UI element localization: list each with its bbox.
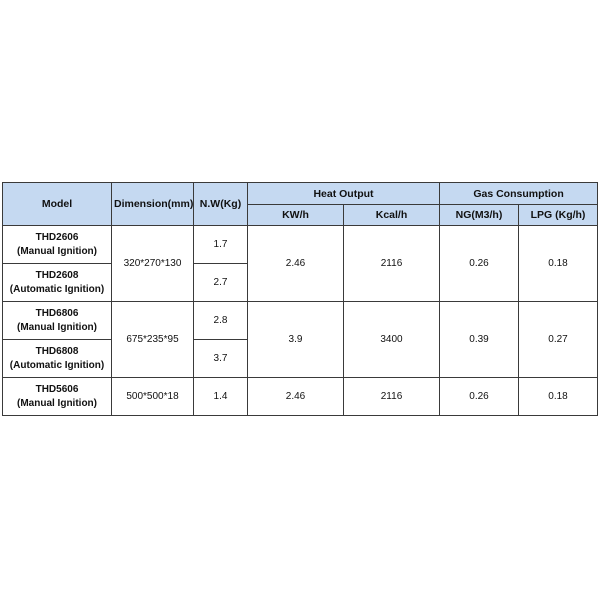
model-code: THD2606 — [35, 231, 79, 243]
header-model: Model — [3, 183, 112, 226]
header-ng: NG(M3/h) — [440, 205, 519, 226]
header-kw: KW/h — [248, 205, 344, 226]
nw-cell: 2.7 — [194, 264, 248, 302]
dimension-cell: 320*270*130 — [112, 226, 194, 302]
model-ignition: (Manual Ignition) — [17, 397, 97, 409]
lpg-cell: 0.18 — [519, 226, 598, 302]
table-row — [3, 302, 598, 340]
ng-cell: 0.26 — [440, 378, 519, 416]
model-code: THD6808 — [35, 345, 79, 357]
model-code: THD5606 — [35, 383, 79, 395]
spec-table — [2, 182, 598, 416]
header-heat-output: Heat Output — [248, 183, 440, 205]
lpg-cell: 0.18 — [519, 378, 598, 416]
ng-cell: 0.39 — [440, 302, 519, 378]
nw-cell: 2.8 — [194, 302, 248, 340]
model-cell — [3, 264, 112, 302]
header-nw: N.W(Kg) — [194, 183, 248, 226]
model-cell — [3, 378, 112, 416]
header-lpg: LPG (Kg/h) — [519, 205, 598, 226]
nw-cell: 1.7 — [194, 226, 248, 264]
model-ignition: (Automatic Ignition) — [9, 283, 105, 295]
table-row — [3, 378, 598, 416]
header-kcal: Kcal/h — [344, 205, 440, 226]
dimension-cell: 675*235*95 — [112, 302, 194, 378]
nw-cell: 1.4 — [194, 378, 248, 416]
model-ignition: (Manual Ignition) — [17, 245, 97, 257]
model-cell — [3, 340, 112, 378]
kcal-cell: 2116 — [344, 226, 440, 302]
model-ignition: (Manual Ignition) — [17, 321, 97, 333]
kw-cell: 2.46 — [248, 226, 344, 302]
dimension-cell: 500*500*18 — [112, 378, 194, 416]
model-code: THD6806 — [35, 307, 79, 319]
nw-cell: 3.7 — [194, 340, 248, 378]
ng-cell: 0.26 — [440, 226, 519, 302]
model-code: THD2608 — [35, 269, 79, 281]
header-gas-consumption: Gas Consumption — [440, 183, 598, 205]
header-dimension: Dimension(mm) — [112, 183, 194, 226]
model-cell — [3, 226, 112, 264]
kcal-cell: 2116 — [344, 378, 440, 416]
model-cell — [3, 302, 112, 340]
kcal-cell: 3400 — [344, 302, 440, 378]
table-row — [3, 226, 598, 264]
lpg-cell: 0.27 — [519, 302, 598, 378]
kw-cell: 3.9 — [248, 302, 344, 378]
model-ignition: (Automatic Ignition) — [9, 359, 105, 371]
kw-cell: 2.46 — [248, 378, 344, 416]
